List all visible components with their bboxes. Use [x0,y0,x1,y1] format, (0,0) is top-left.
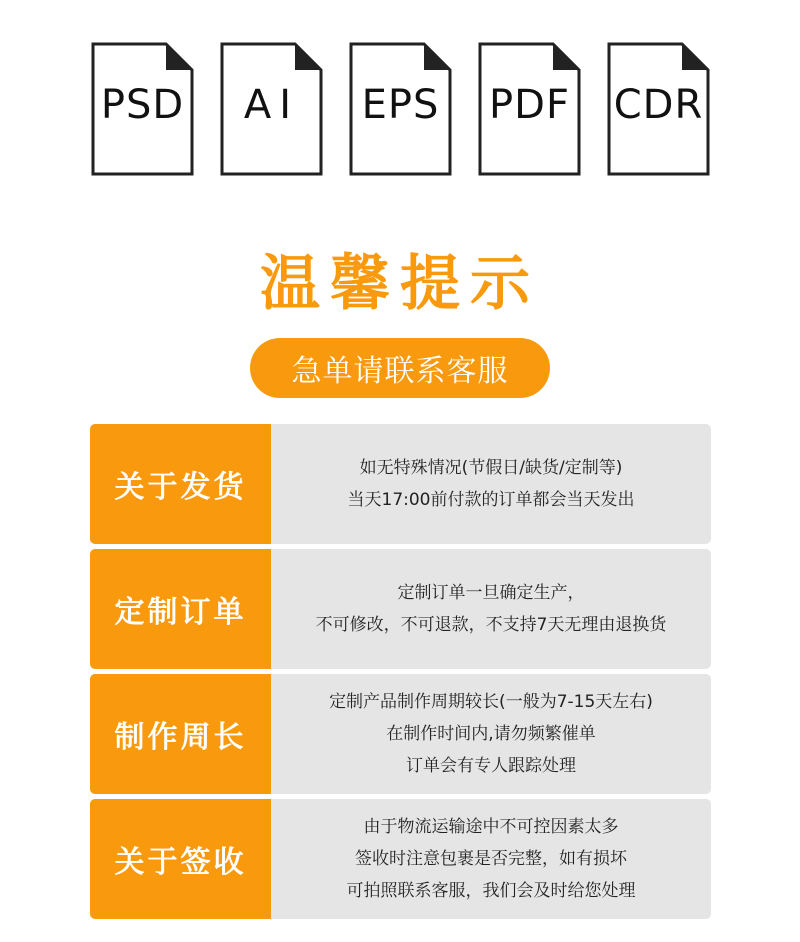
notice-line: 可拍照联系客服，我们会及时给您处理 [346,881,636,901]
file-ext-label: PSD [100,82,185,128]
notice-line: 当天17:00前付款的订单都会当天发出 [347,490,635,510]
notice-row-shipping [90,424,711,544]
contact-service-button[interactable]: 急单请联系客服 [250,338,550,398]
psd-file-icon [91,42,194,176]
notice-row-production-time [90,674,711,794]
notice-label: 定制订单 [90,549,271,669]
pdf-file-icon [478,42,581,176]
notice-line: 不可修改，不可退款，不支持7天无理由退换货 [315,615,667,635]
page-title: 温馨提示 [260,249,540,319]
notice-label: 关于发货 [90,424,271,544]
notice-row-receipt [90,799,711,919]
notice-body [271,799,711,919]
notice-line: 定制产品制作周期较长(一般为7-15天左右) [329,692,653,712]
notice-label: 制作周长 [90,674,271,794]
file-ext-label: CDR [613,82,704,128]
notice-body [271,424,711,544]
ai-file-icon [220,42,323,176]
notice-line: 定制订单一旦确定生产， [397,583,585,603]
notice-line: 订单会有专人跟踪处理 [406,756,576,776]
file-ext-label: AI [243,82,300,128]
notice-line: 在制作时间内,请勿频繁催单 [386,724,596,744]
eps-file-icon [349,42,452,176]
file-ext-label: PDF [489,82,570,128]
notice-line: 签收时注意包裹是否完整，如有损坏 [355,849,627,869]
notice-body [271,674,711,794]
cdr-file-icon [607,42,710,176]
notice-line: 如无特殊情况(节假日/缺货/定制等) [359,458,623,478]
notice-row-custom-order [90,549,711,669]
notice-line: 由于物流运输途中不可控因素太多 [363,817,619,837]
notice-label: 关于签收 [90,799,271,919]
notice-body [271,549,711,669]
file-ext-label: EPS [361,82,440,128]
file-format-icons [0,42,800,178]
